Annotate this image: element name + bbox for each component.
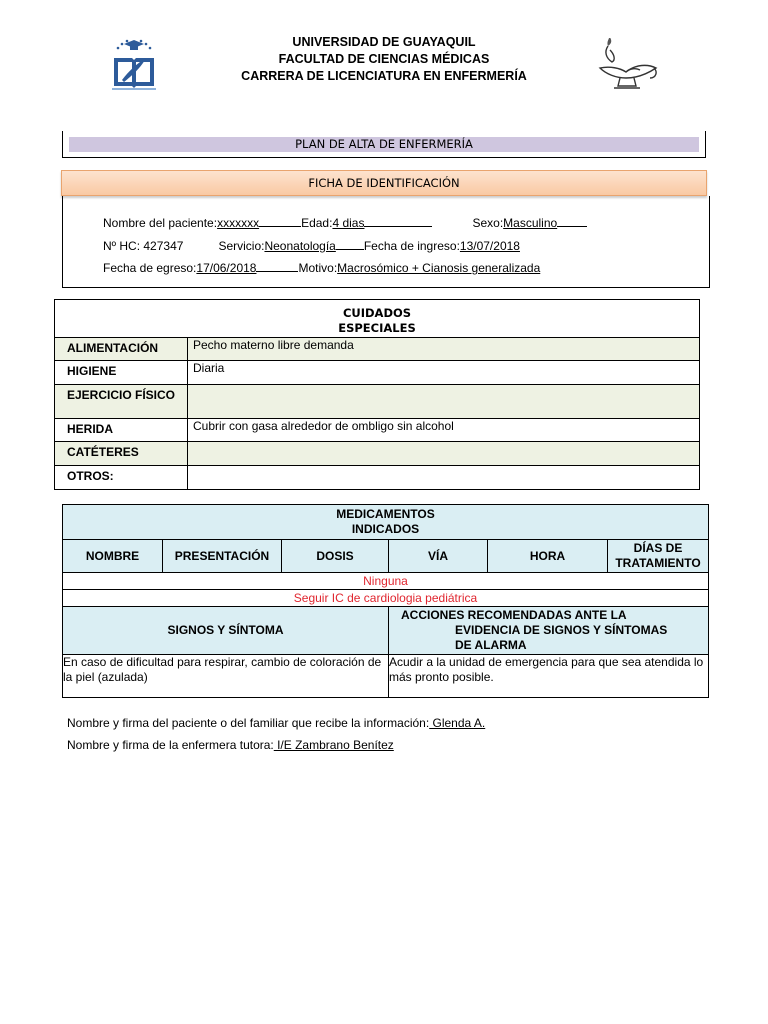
plan-title: PLAN DE ALTA DE ENFERMERÍA: [69, 137, 699, 152]
firma-enfermera-label: Nombre y firma de la enfermera tutora:: [67, 738, 274, 752]
nursing-lamp-icon: [596, 38, 660, 96]
table-header-row: [63, 607, 709, 655]
ninguna-text: Ninguna: [63, 573, 709, 590]
table-header-row: [63, 540, 709, 573]
nombre-label: Nombre del paciente:: [103, 216, 218, 230]
motivo-value: Macrosómico + Cianosis generalizada: [337, 261, 541, 275]
signos-text: En caso de dificultad para respirar, cambio de coloración de la piel (azulada): [63, 655, 389, 698]
row-label: ALIMENTACIÓN: [55, 338, 188, 361]
servicio-value: Neonatología: [264, 239, 336, 253]
signos-header: SIGNOS Y SÍNTOMA: [63, 607, 389, 655]
table-row: [55, 466, 700, 490]
nombre-value: xxxxxxx: [217, 216, 260, 230]
cuidados-title: CUIDADOS ESPECIALES: [55, 300, 700, 338]
faculty-name: FACULTAD DE CIENCIAS MÉDICAS: [278, 52, 490, 66]
ingreso-label: Fecha de ingreso:: [363, 239, 460, 253]
university-name: UNIVERSIDAD DE GUAYAQUIL: [292, 35, 476, 49]
sexo-label: Sexo:: [472, 216, 504, 230]
seguir-text: Seguir IC de cardiologia pediátrica: [63, 590, 709, 607]
egreso-value: 17/06/2018: [196, 261, 257, 275]
table-row: [55, 385, 700, 419]
medicamentos-table: [62, 504, 709, 698]
column-header: HORA: [488, 540, 608, 573]
row-value: Diaria: [188, 361, 700, 385]
id-line-3: [103, 259, 540, 275]
motivo-label: Motivo:: [298, 261, 338, 275]
row-value: [188, 442, 700, 466]
row-value: [188, 385, 700, 419]
id-line-1: [103, 214, 587, 230]
egreso-label: Fecha de egreso:: [103, 261, 197, 275]
plan-title-box: [62, 131, 706, 158]
medicamentos-title: MEDICAMENTOS INDICADOS: [63, 505, 709, 540]
cuidados-table: [54, 299, 700, 490]
edad-value: 4 dias: [332, 216, 365, 230]
edad-label: Edad:: [301, 216, 333, 230]
ingreso-value: 13/07/2018: [459, 239, 520, 253]
table-row: [55, 338, 700, 361]
column-header: DÍAS DE TRATAMIENTO: [608, 540, 709, 573]
firma-familiar-label: Nombre y firma del paciente o del familiar que recibe la información:: [67, 716, 430, 730]
row-label: HIGIENE: [55, 361, 188, 385]
firma-familiar: [67, 716, 485, 730]
table-row: [63, 655, 709, 698]
firma-enfermera-value: I/E Zambrano Benítez: [273, 738, 394, 752]
column-header: PRESENTACIÓN: [163, 540, 282, 573]
row-value: [188, 466, 700, 490]
row-label: EJERCICIO FÍSICO: [55, 385, 188, 419]
sexo-value: Masculino: [503, 216, 558, 230]
table-row: [55, 361, 700, 385]
row-label: OTROS:: [55, 466, 188, 490]
row-value: Pecho materno libre demanda: [188, 338, 700, 361]
row-value: Cubrir con gasa alrededor de ombligo sin alcohol: [188, 419, 700, 442]
table-row: [63, 590, 709, 607]
servicio-label: Servicio:: [218, 239, 265, 253]
row-label: HERIDA: [55, 419, 188, 442]
row-label: CATÉTERES: [55, 442, 188, 466]
career-name: CARRERA DE LICENCIATURA EN ENFERMERÍA: [241, 69, 527, 83]
acciones-text: Acudir a la unidad de emergencia para que sea atendida lo más pronto posible.: [389, 655, 709, 698]
column-header: DOSIS: [282, 540, 389, 573]
table-row: [55, 442, 700, 466]
id-line-2: [103, 237, 520, 253]
column-header: VÍA: [389, 540, 488, 573]
ficha-title: FICHA DE IDENTIFICACIÓN: [61, 170, 707, 196]
table-row: [63, 573, 709, 590]
table-row: [55, 419, 700, 442]
firma-familiar-value: Glenda A.: [429, 716, 486, 730]
acciones-header: ACCIONES RECOMENDADAS ANTE LA EVIDENCIA DE SIGNOS Y SÍNTOMAS DE ALARMA: [389, 607, 709, 655]
firma-enfermera: [67, 738, 394, 752]
hc-label: Nº HC: 427347: [103, 239, 184, 253]
column-header: NOMBRE: [63, 540, 163, 573]
